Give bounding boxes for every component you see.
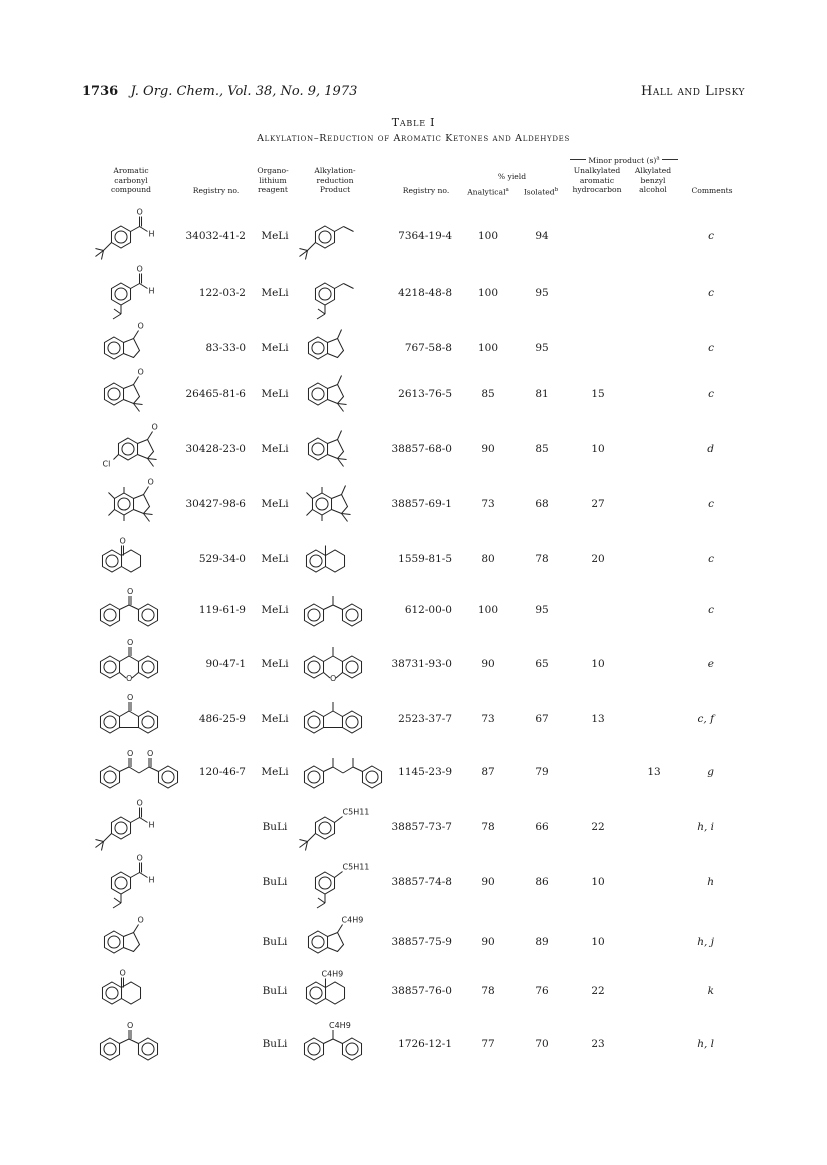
atom-label: O	[137, 915, 144, 925]
analytical-yield-cell: 77	[481, 1038, 495, 1050]
product-structure	[300, 207, 380, 267]
compound-structure	[96, 207, 176, 267]
table-title: Alkylation–Reduction of Aromatic Ketones and Aldehydes	[257, 133, 570, 144]
analytical-yield-cell: 100	[477, 230, 499, 242]
registry-cell: 529-34-0	[198, 553, 246, 565]
reagent-cell: MeLi	[261, 342, 289, 354]
reagent-cell: MeLi	[261, 658, 289, 670]
unalkylated-cell: 10	[591, 936, 605, 948]
product-registry-cell: 38857-69-1	[391, 498, 452, 510]
analytical-yield-cell: 87	[481, 766, 495, 778]
product-registry-cell: 38731-93-0	[391, 658, 452, 670]
running-header-authors: Hall and Lipsky	[641, 84, 745, 99]
product-structure	[300, 641, 380, 686]
atom-label: O	[127, 1021, 134, 1030]
isolated-yield-cell: 65	[535, 658, 549, 670]
atom-label: O	[119, 536, 126, 546]
unalkylated-cell: 22	[591, 985, 605, 997]
reagent-cell: MeLi	[261, 713, 289, 725]
reagent-cell: MeLi	[261, 604, 289, 616]
product-structure	[300, 967, 370, 1012]
registry-cell: 119-61-9	[198, 604, 246, 616]
product-registry-cell: 38857-75-9	[391, 936, 452, 948]
reagent-cell: BuLi	[262, 936, 288, 948]
header-registry-no: Registry no.	[192, 186, 240, 195]
unalkylated-cell: 10	[591, 876, 605, 888]
compound-structure	[96, 967, 166, 1012]
isolated-yield-cell: 86	[535, 876, 549, 888]
compound-structure	[96, 915, 166, 963]
analytical-yield-cell: 73	[481, 498, 495, 510]
product-registry-cell: 4218-48-8	[398, 287, 452, 299]
product-registry-cell: 38857-73-7	[391, 821, 452, 833]
isolated-yield-cell: 95	[535, 342, 549, 354]
analytical-yield-cell: 90	[481, 658, 495, 670]
comments-cell: g	[707, 766, 714, 778]
atom-label: O	[136, 207, 143, 217]
analytical-yield-cell: 73	[481, 713, 495, 725]
alkyl-label: C5H11	[342, 862, 370, 872]
product-structure	[300, 591, 380, 631]
atom-label: O	[137, 367, 144, 377]
product-registry-cell: 2523-37-7	[398, 713, 452, 725]
product-structure	[300, 696, 380, 741]
journal-citation: J. Org. Chem., Vol. 38, No. 9, 1973	[130, 84, 358, 99]
header-minor-group: Minor product $(s)^a$	[588, 155, 660, 165]
atom-label: H	[148, 286, 155, 296]
unalkylated-cell: 23	[591, 1038, 605, 1050]
product-structure	[300, 324, 370, 369]
product-structure	[300, 266, 380, 326]
comments-cell: c	[708, 604, 714, 616]
compound-structure	[96, 693, 176, 741]
registry-cell: 486-25-9	[198, 713, 246, 725]
isolated-yield-cell: 89	[535, 936, 549, 948]
reagent-cell: MeLi	[261, 766, 289, 778]
atom-label: H	[148, 229, 155, 239]
compound-structure	[96, 367, 166, 420]
reagent-cell: MeLi	[261, 498, 289, 510]
table-label: Table I	[391, 116, 436, 129]
chloro-label: Cl	[102, 459, 111, 469]
reagent-cell: BuLi	[262, 1038, 288, 1050]
analytical-yield-cell: 90	[481, 876, 495, 888]
comments-cell: d	[707, 443, 714, 455]
registry-cell: 120-46-7	[198, 766, 246, 778]
unalkylated-cell: 15	[591, 388, 605, 400]
product-registry-cell: 38857-76-0	[391, 985, 452, 997]
comments-cell: c	[708, 342, 714, 354]
comments-cell: c	[708, 553, 714, 565]
product-registry-cell: 612-00-0	[404, 604, 452, 616]
comments-cell: h, j	[697, 936, 714, 948]
product-registry-cell: 38857-68-0	[391, 443, 452, 455]
reagent-cell: MeLi	[261, 287, 289, 299]
product-structure	[300, 855, 380, 915]
running-header-left	[82, 84, 357, 99]
registry-cell: 122-03-2	[198, 287, 246, 299]
comments-cell: c	[708, 388, 714, 400]
compound-structure	[96, 798, 176, 858]
registry-cell: 83-33-0	[205, 342, 246, 354]
atom-label: O	[126, 674, 133, 683]
atom-label: O	[151, 422, 158, 432]
isolated-yield-cell: 68	[535, 498, 549, 510]
analytical-yield-cell: 80	[481, 553, 495, 565]
product-registry-cell: 1559-81-5	[398, 553, 452, 565]
page-number: 1736	[82, 84, 119, 99]
header-product: Alkylation- reduction Product	[314, 166, 356, 194]
reagent-cell: BuLi	[262, 821, 288, 833]
alkyl-label: C5H11	[342, 807, 370, 817]
isolated-yield-cell: 76	[535, 985, 549, 997]
header-product-registry-no: Registry no.	[402, 186, 450, 195]
product-structure	[298, 480, 378, 530]
analytical-yield-cell: 78	[481, 821, 495, 833]
atom-label: O	[136, 798, 143, 808]
header-isolated: Isolated$^b$	[523, 187, 559, 197]
isolated-yield-cell: 94	[535, 230, 549, 242]
product-structure	[300, 798, 380, 858]
atom-label: H	[148, 820, 155, 830]
analytical-yield-cell: 90	[481, 443, 495, 455]
registry-cell: 26465-81-6	[185, 388, 246, 400]
isolated-yield-cell: 95	[535, 287, 549, 299]
unalkylated-cell: 22	[591, 821, 605, 833]
header-alkylated: Alkylated benzyl alcohol	[634, 166, 672, 194]
comments-cell: c	[708, 287, 714, 299]
compound-structure	[96, 638, 176, 686]
analytical-yield-cell: 85	[481, 388, 495, 400]
header-yield-group: % yield	[466, 172, 558, 182]
comments-cell: c	[708, 498, 714, 510]
registry-cell: 30428-23-0	[185, 443, 246, 455]
product-structure	[300, 425, 370, 475]
alkyl-label: C4H9	[329, 1021, 351, 1030]
analytical-yield-cell: 100	[477, 342, 499, 354]
atom-label: H	[148, 875, 155, 885]
registry-cell: 34032-41-2	[185, 230, 246, 242]
reagent-cell: BuLi	[262, 876, 288, 888]
header-unalkylated: Unalkylated aromatic hydrocarbon	[572, 166, 622, 194]
product-registry-cell: 767-58-8	[404, 342, 452, 354]
compound-structure	[96, 587, 176, 631]
atom-label: O	[119, 968, 126, 978]
product-structure	[300, 370, 370, 420]
isolated-yield-cell: 67	[535, 713, 549, 725]
reagent-cell: MeLi	[261, 443, 289, 455]
isolated-yield-cell: 95	[535, 604, 549, 616]
compound-structure	[96, 855, 176, 915]
analytical-yield-cell: 100	[477, 604, 499, 616]
isolated-yield-cell: 85	[535, 443, 549, 455]
atom-label: O	[127, 749, 134, 758]
unalkylated-cell: 27	[591, 498, 605, 510]
header-comments: Comments	[691, 186, 733, 195]
compound-structure	[96, 1021, 176, 1065]
product-structure	[300, 535, 370, 580]
unalkylated-cell: 10	[591, 658, 605, 670]
product-structure	[300, 751, 400, 791]
alkylated-cell: 13	[647, 766, 661, 778]
compound-structure	[96, 321, 166, 369]
product-registry-cell: 1145-23-9	[398, 766, 452, 778]
atom-label: O	[127, 638, 134, 647]
comments-cell: c, f	[697, 713, 714, 725]
header-reagent: Organo- lithium reagent	[257, 166, 289, 194]
comments-cell: k	[707, 985, 714, 997]
atom-label: O	[127, 587, 134, 596]
compound-structure	[96, 266, 176, 326]
reagent-cell: MeLi	[261, 388, 289, 400]
alkyl-label: C4H9	[321, 969, 344, 979]
atom-label: O	[136, 853, 143, 863]
reagent-cell: BuLi	[262, 985, 288, 997]
atom-label: O	[147, 477, 154, 487]
registry-cell: 30427-98-6	[185, 498, 246, 510]
atom-label: O	[147, 749, 154, 758]
unalkylated-cell: 10	[591, 443, 605, 455]
product-registry-cell: 2613-76-5	[398, 388, 452, 400]
isolated-yield-cell: 81	[535, 388, 549, 400]
compound-structure	[96, 535, 166, 580]
comments-cell: h, i	[697, 821, 714, 833]
isolated-yield-cell: 70	[535, 1038, 549, 1050]
atom-label: O	[330, 674, 337, 683]
alkyl-label: C4H9	[341, 915, 364, 925]
product-registry-cell: 38857-74-8	[391, 876, 452, 888]
comments-cell: c	[708, 230, 714, 242]
reagent-cell: MeLi	[261, 230, 289, 242]
analytical-yield-cell: 90	[481, 936, 495, 948]
header-analytical: Analytical$^a$	[467, 187, 509, 197]
atom-label: O	[136, 264, 143, 274]
atom-label: O	[127, 693, 134, 702]
compound-structure	[96, 751, 196, 791]
unalkylated-cell: 13	[591, 713, 605, 725]
unalkylated-cell: 20	[591, 553, 605, 565]
header-compound: Aromatic carbonyl compound	[110, 166, 152, 194]
reagent-cell: MeLi	[261, 553, 289, 565]
registry-cell: 90-47-1	[205, 658, 246, 670]
isolated-yield-cell: 79	[535, 766, 549, 778]
product-registry-cell: 7364-19-4	[398, 230, 452, 242]
product-registry-cell: 1726-12-1	[398, 1038, 452, 1050]
compound-structure	[102, 422, 180, 475]
product-structure	[300, 1021, 380, 1065]
comments-cell: h	[707, 876, 714, 888]
isolated-yield-cell: 66	[535, 821, 549, 833]
compound-structure	[100, 477, 180, 530]
analytical-yield-cell: 78	[481, 985, 495, 997]
product-structure	[300, 915, 370, 963]
isolated-yield-cell: 78	[535, 553, 549, 565]
analytical-yield-cell: 100	[477, 287, 499, 299]
atom-label: O	[137, 321, 144, 331]
comments-cell: e	[707, 658, 714, 670]
comments-cell: h, l	[697, 1038, 714, 1050]
